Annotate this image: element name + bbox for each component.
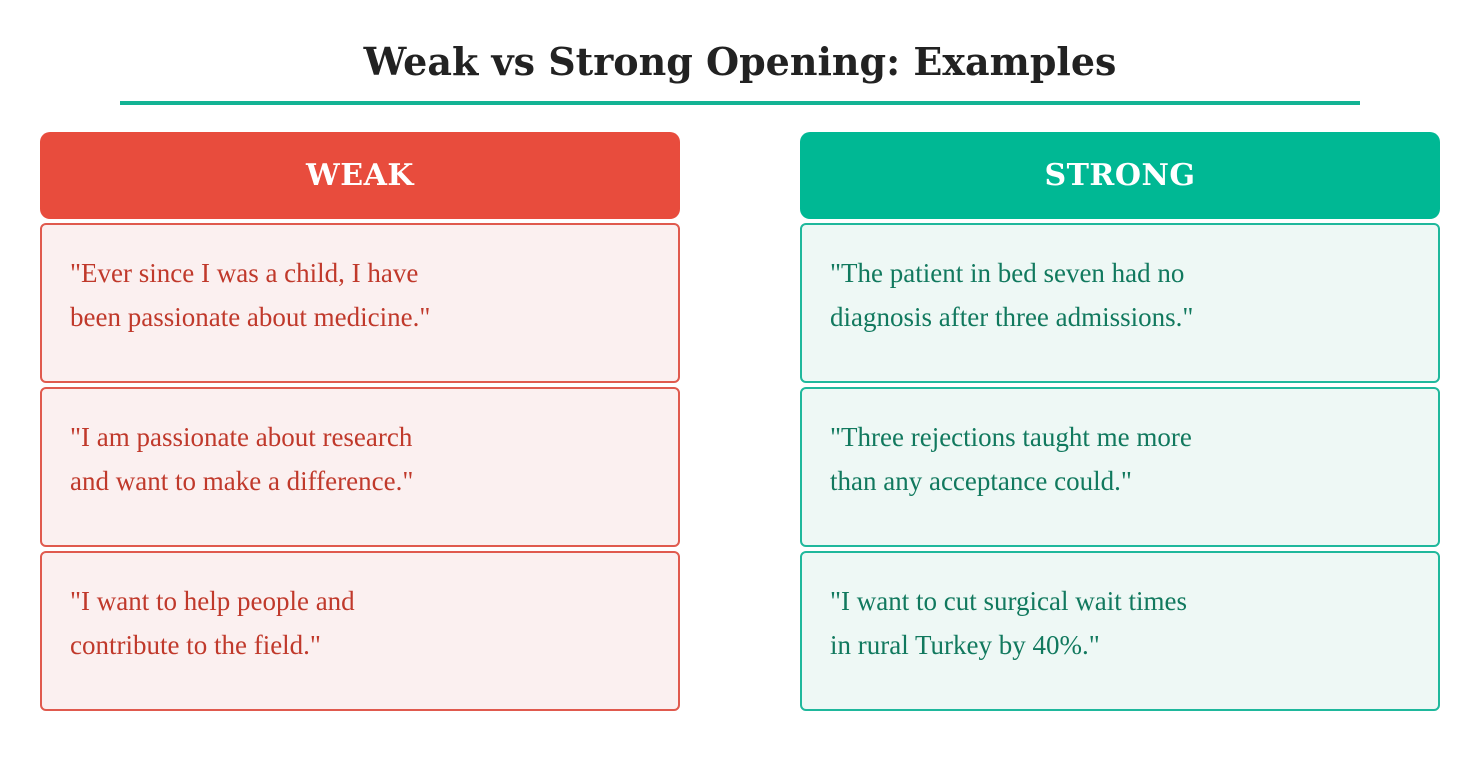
strong-example-card [800,551,1440,711]
example-line: "I want to cut surgical wait times [830,586,1187,616]
weak-example-card [40,223,680,383]
weak-example-card [40,551,680,711]
example-line: "I am passionate about research [70,422,413,452]
page-title: Weak vs Strong Opening: Examples [363,39,1117,84]
example-line: "I want to help people and [70,586,355,616]
strong-column [800,132,1440,711]
strong-example-card [800,387,1440,547]
weak-header: WEAK [40,132,680,219]
example-line: than any acceptance could." [830,466,1132,496]
example-line: in rural Turkey by 40%." [830,630,1100,660]
title-divider [120,101,1360,105]
example-line: "Ever since I was a child, I have [70,258,419,288]
weak-example-card [40,387,680,547]
example-line: contribute to the field." [70,630,321,660]
example-line: "The patient in bed seven had no [830,258,1185,288]
strong-example-card [800,223,1440,383]
strong-header: STRONG [800,132,1440,219]
example-line: and want to make a difference." [70,466,414,496]
example-line: diagnosis after three admissions." [830,302,1194,332]
example-line: "Three rejections taught me more [830,422,1192,452]
example-line: been passionate about medicine." [70,302,431,332]
weak-column [40,132,680,711]
